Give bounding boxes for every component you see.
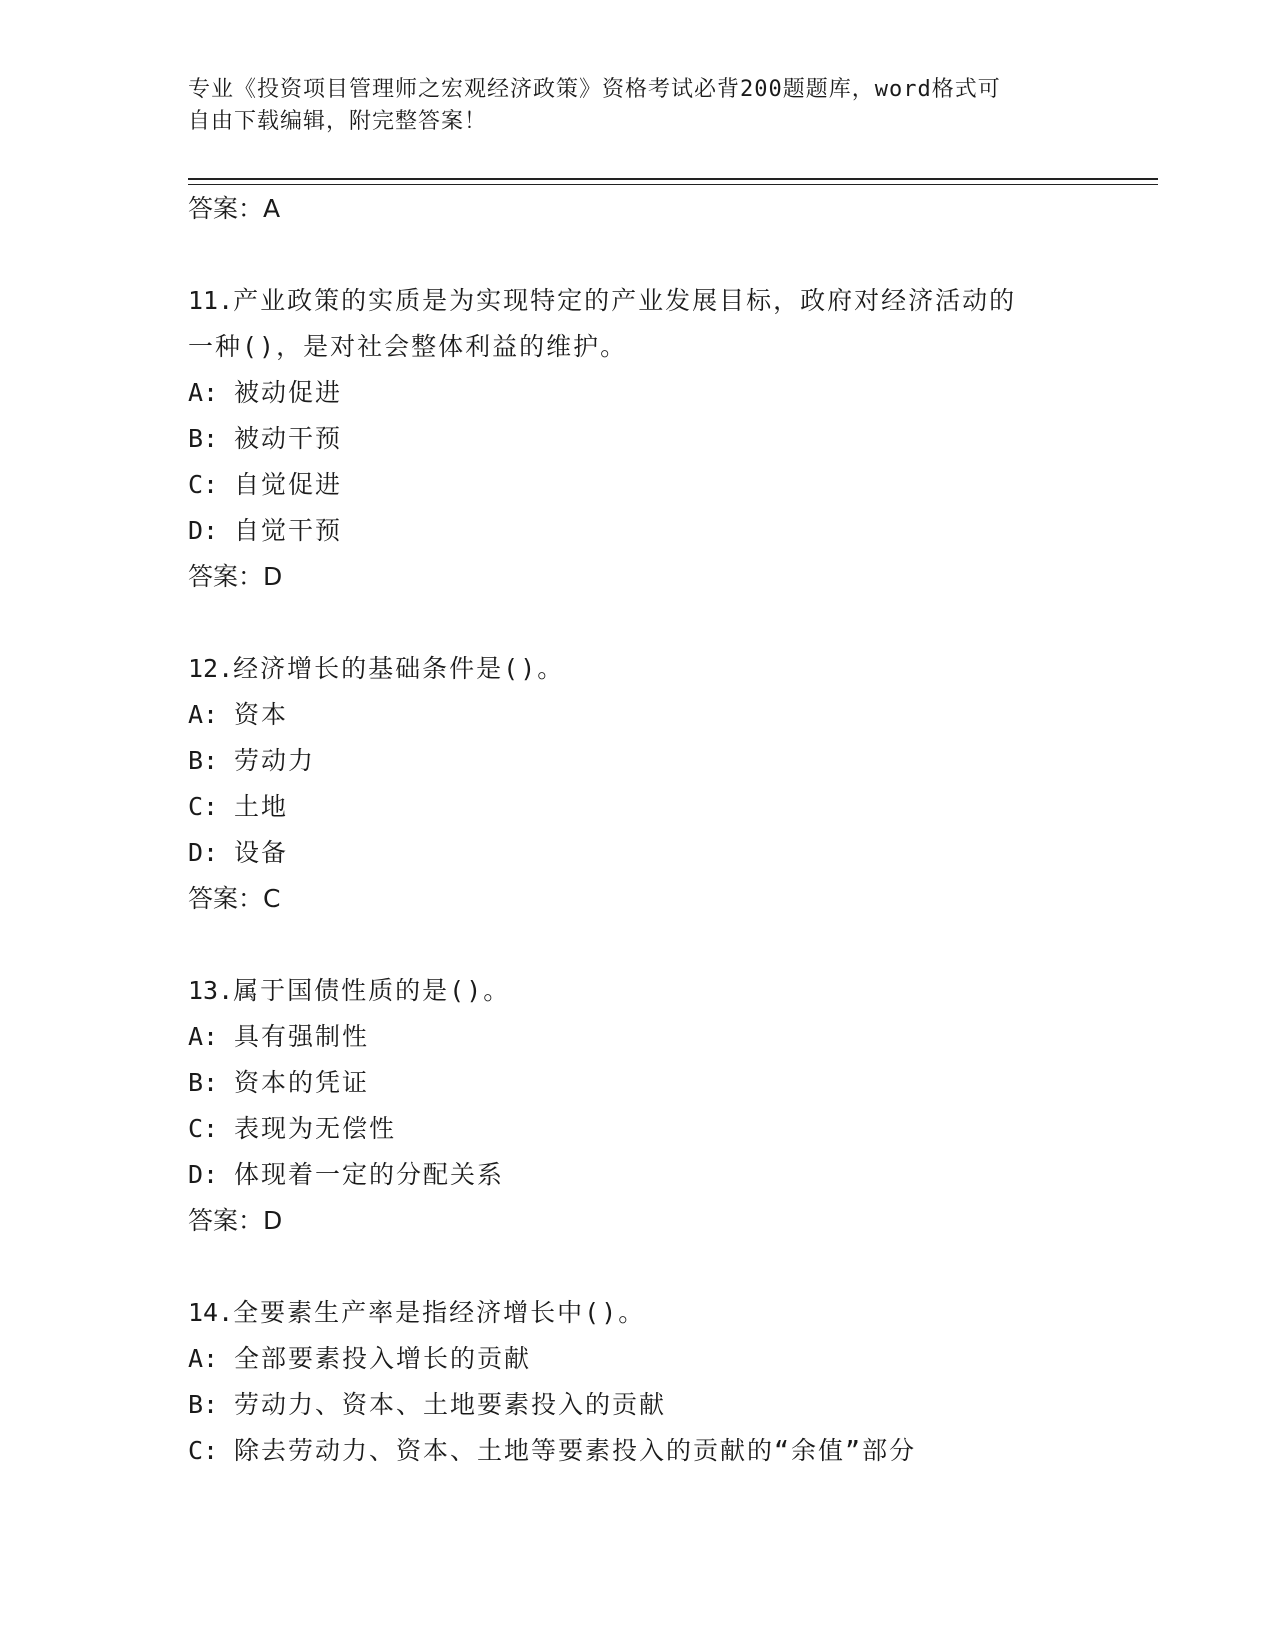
option-key: D: [188, 516, 219, 545]
option-a [188, 692, 1158, 738]
option-key: B: [188, 424, 219, 453]
option-text: 劳动力 [234, 746, 316, 775]
option-text: 劳动力、资本、土地要素投入的贡献 [234, 1390, 667, 1419]
option-key: B: [188, 1068, 219, 1097]
question-stem-line [188, 646, 1158, 692]
header-line-2: 自由下载编辑，附完整答案！ [188, 109, 488, 134]
question-number: 12. [188, 654, 234, 683]
header-rule-thin [188, 184, 1158, 185]
question-number: 14. [188, 1298, 234, 1327]
question-stem-text: 属于国债性质的是()。 [233, 976, 511, 1005]
option-text: 被动干预 [234, 424, 343, 453]
question-answer: 答案：D [188, 562, 283, 591]
question-stem-text: 经济增长的基础条件是()。 [233, 654, 565, 683]
option-key: A: [188, 378, 219, 407]
option-text: 设备 [234, 838, 289, 867]
option-text: 除去劳动力、资本、土地等要素投入的贡献的“余值”部分 [234, 1436, 917, 1465]
option-key: B: [188, 746, 219, 775]
option-text: 自觉干预 [234, 516, 343, 545]
option-text: 资本 [234, 700, 289, 729]
option-text: 全部要素投入增长的贡献 [234, 1344, 532, 1373]
option-key: C: [188, 1114, 219, 1143]
option-c [188, 462, 1158, 508]
option-b [188, 1382, 1158, 1428]
option-key: D: [188, 838, 219, 867]
question-12 [188, 646, 1158, 922]
question-13 [188, 968, 1158, 1244]
option-key: C: [188, 1436, 219, 1465]
question-11 [188, 278, 1158, 600]
option-d [188, 508, 1158, 554]
question-number: 11. [188, 286, 234, 315]
question-number: 13. [188, 976, 234, 1005]
option-a [188, 370, 1158, 416]
option-c [188, 1428, 1158, 1474]
option-text: 具有强制性 [234, 1022, 370, 1051]
question-list [188, 186, 1158, 1474]
question-14 [188, 1290, 1158, 1474]
option-key: A: [188, 1344, 219, 1373]
header-rule-thick [188, 178, 1158, 180]
option-key: C: [188, 470, 219, 499]
option-a [188, 1336, 1158, 1382]
option-key: B: [188, 1390, 219, 1419]
option-b [188, 738, 1158, 784]
option-text: 表现为无偿性 [234, 1114, 397, 1143]
header-line-1: 专业《投资项目管理师之宏观经济政策》资格考试必背200题题库，word格式可 [188, 77, 1001, 102]
question-stem-line [188, 968, 1158, 1014]
question-stem-line: 一种()，是对社会整体利益的维护。 [188, 332, 628, 361]
option-b [188, 416, 1158, 462]
option-key: A: [188, 1022, 219, 1051]
option-key: D: [188, 1160, 219, 1189]
option-a [188, 1014, 1158, 1060]
option-text: 被动促进 [234, 378, 343, 407]
option-text: 体现着一定的分配关系 [234, 1160, 505, 1189]
option-d [188, 1152, 1158, 1198]
question-answer: 答案：D [188, 1206, 283, 1235]
question-stem-line [188, 278, 1158, 324]
option-c [188, 1106, 1158, 1152]
option-key: C: [188, 792, 219, 821]
option-c [188, 784, 1158, 830]
option-text: 资本的凭证 [234, 1068, 370, 1097]
question-answer: 答案：C [188, 884, 281, 913]
option-key: A: [188, 700, 219, 729]
option-d [188, 830, 1158, 876]
question-stem-line [188, 1290, 1158, 1336]
document-header [188, 74, 1068, 138]
question-stem-text: 全要素生产率是指经济增长中()。 [233, 1298, 646, 1327]
question-stem-text: 产业政策的实质是为实现特定的产业发展目标，政府对经济活动的 [233, 286, 1017, 315]
previous-answer: 答案：A [188, 194, 281, 223]
option-text: 土地 [234, 792, 289, 821]
option-b [188, 1060, 1158, 1106]
option-text: 自觉促进 [234, 470, 343, 499]
